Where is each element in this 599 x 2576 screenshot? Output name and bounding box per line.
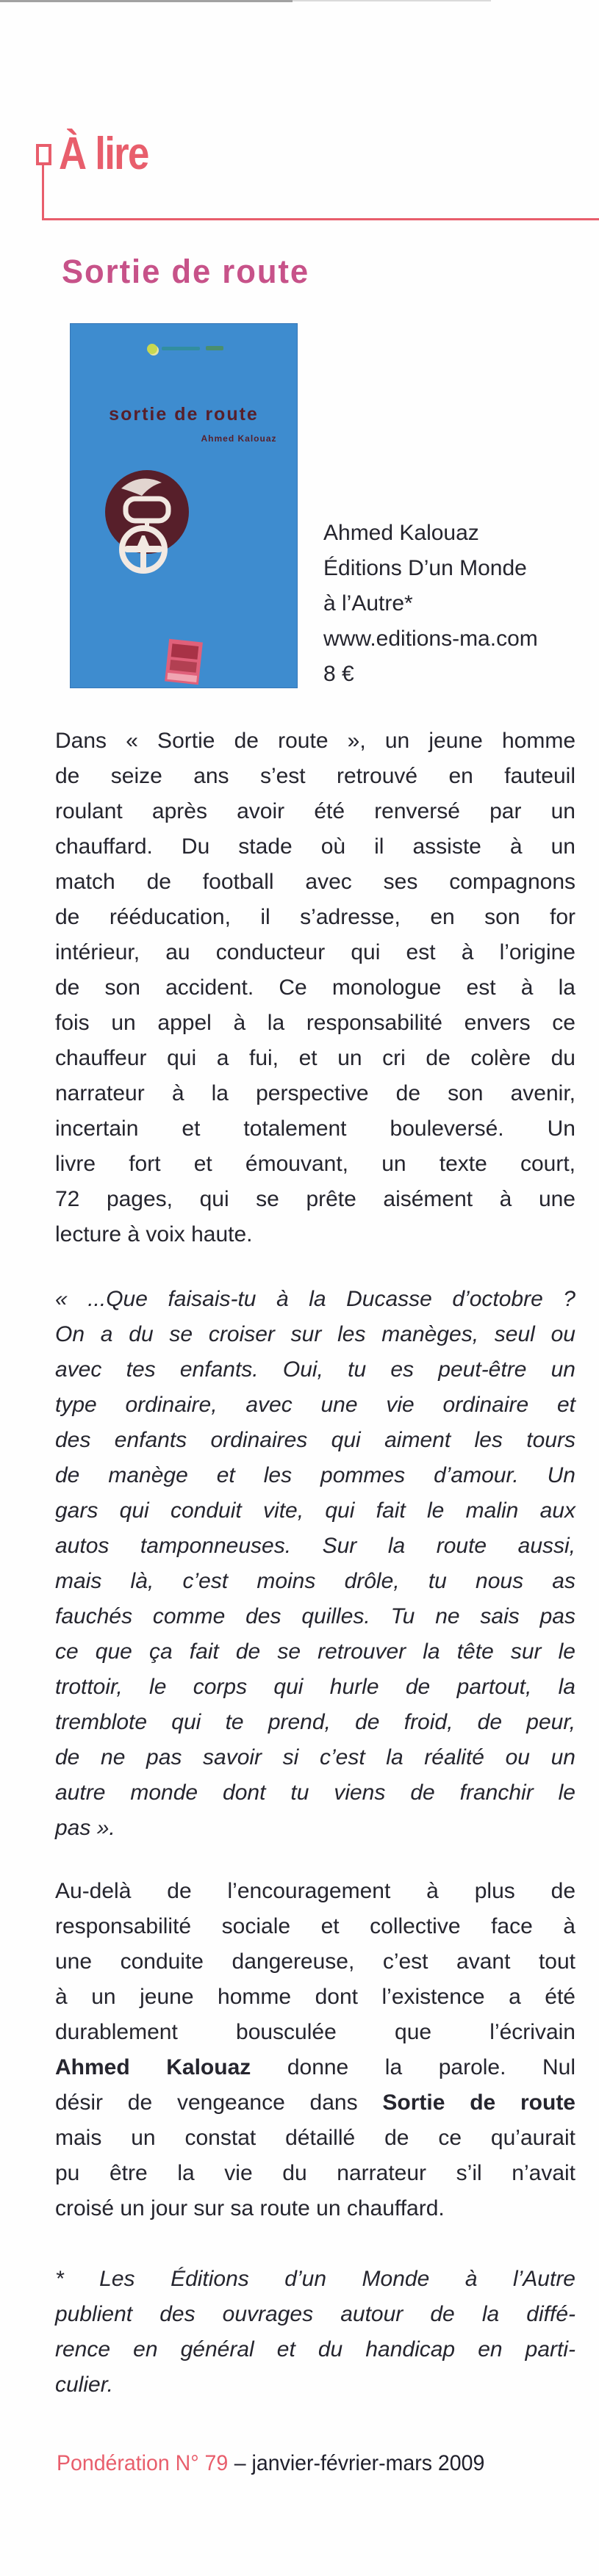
text-segment: mais là, c’est moins drôle, tu nous as <box>55 1569 575 1593</box>
text-segment: gars qui conduit vite, qui fait le malin aux <box>55 1498 575 1523</box>
text-segment: responsabilité sociale et collective face à <box>55 1914 575 1938</box>
text-line <box>55 1182 575 1217</box>
text-segment: « ...Que faisais-tu à la Ducasse d’octobre ? <box>55 1287 575 1311</box>
text-line <box>55 759 575 794</box>
book-price: 8 € <box>323 662 354 686</box>
paragraph-intro <box>55 724 575 1252</box>
text-line <box>55 2156 575 2191</box>
text-segment: publient des ouvrages autour de la diffé- <box>55 2302 575 2326</box>
section-header: À lire <box>59 129 148 179</box>
article-title: Sortie de route <box>62 253 310 290</box>
text-segment: donne la parole. Nul <box>251 2055 576 2079</box>
text-line <box>55 724 575 759</box>
cover-title: sortie de route <box>109 404 259 425</box>
paragraph-quote <box>55 1282 575 1846</box>
text-line <box>55 794 575 829</box>
text-segment: intérieur, au conducteur qui est à l’origine <box>55 940 575 964</box>
text-line <box>55 1909 575 1944</box>
text-line <box>55 1705 575 1740</box>
text-line <box>55 1317 575 1352</box>
text-line <box>55 1599 575 1634</box>
text-segment: 72 pages, qui se prête aisément à une <box>55 1187 575 1211</box>
scan-edge-artifact <box>293 0 491 1</box>
section-marker-square <box>36 144 51 165</box>
text-line <box>55 829 575 865</box>
text-segment: autre monde dont tu viens de franchir le <box>55 1781 575 1805</box>
text-line <box>55 1775 575 1811</box>
text-segment: narrateur à la perspective de son avenir, <box>55 1081 575 1105</box>
text-line <box>55 1388 575 1423</box>
publisher-logo <box>147 339 228 358</box>
text-segment: croisé un jour sur sa route un chauffard. <box>55 2196 445 2220</box>
section-marker-line <box>42 164 44 220</box>
page-footer <box>57 2451 484 2476</box>
text-line <box>55 1282 575 1317</box>
text-line <box>55 1076 575 1111</box>
text-segment: de seize ans s’est retrouvé en fauteuil <box>55 764 575 788</box>
text-line <box>55 900 575 935</box>
text-line <box>55 2121 575 2156</box>
book-author: Ahmed Kalouaz <box>323 521 479 545</box>
text-segment: type ordinaire, avec une vie ordinaire et <box>55 1393 575 1417</box>
scan-edge-artifact <box>0 0 293 2</box>
text-segment: Au-delà de l’encouragement à plus de <box>55 1879 575 1903</box>
text-segment: incertain et totalement bouleversé. Un <box>55 1116 575 1141</box>
text-line <box>55 935 575 970</box>
text-segment: à un jeune homme dont l’existence a été <box>55 1985 575 2009</box>
paragraph-analysis <box>55 1874 575 2226</box>
text-segment: de son accident. Ce monologue est à la <box>55 975 575 1000</box>
text-segment: chauffeur qui a fui, et un cri de colère du <box>55 1046 575 1070</box>
text-line <box>55 2085 575 2121</box>
text-segment: rence en général et du handicap en parti- <box>55 2337 575 2362</box>
text-segment: pas ». <box>55 1816 115 1840</box>
text-segment: match de football avec ses compagnons <box>55 870 575 894</box>
text-segment: Dans « Sortie de route », un jeune homme <box>55 729 575 753</box>
text-line <box>55 2262 575 2297</box>
text-line <box>55 970 575 1006</box>
text-line <box>55 1352 575 1388</box>
text-segment: On a du se croiser sur les manèges, seul ou <box>55 1322 575 1346</box>
wheel-stem <box>140 550 146 569</box>
text-line <box>55 2191 575 2226</box>
text-line <box>55 1980 575 2015</box>
cover-author: Ahmed Kalouaz <box>201 433 277 444</box>
text-segment: culier. <box>55 2373 113 2397</box>
text-segment: livre fort et émouvant, un texte court, <box>55 1152 575 1176</box>
text-segment: * Les Éditions d’un Monde à l’Autre <box>55 2267 575 2291</box>
footer-issue: Pondération N° 79 <box>57 2451 229 2475</box>
text-segment: de ne pas savoir si c’est la réalité ou un <box>55 1745 575 1769</box>
publisher-logo-mark <box>147 344 157 354</box>
text-line <box>55 1811 575 1846</box>
publisher-logo-text <box>162 347 200 350</box>
text-segment: désir de vengeance dans <box>55 2090 383 2115</box>
text-line <box>55 1740 575 1775</box>
text-line <box>55 1874 575 1909</box>
bold-text: Ahmed Kalouaz <box>55 2055 251 2079</box>
book-cover <box>70 323 298 688</box>
text-segment: de manège et les pommes d’amour. Un <box>55 1463 575 1487</box>
text-segment: trottoir, le corps qui hurle de partout, la <box>55 1675 575 1699</box>
text-line <box>55 1111 575 1147</box>
bold-text: Sortie de route <box>382 2090 575 2115</box>
text-segment: pu être la vie du narrateur s’il n’avait <box>55 2161 575 2185</box>
text-line <box>55 1147 575 1182</box>
text-segment: avec tes enfants. Oui, tu es peut-être un <box>55 1357 575 1382</box>
text-line <box>55 1529 575 1564</box>
stamp-pattern <box>167 673 197 682</box>
text-segment: fois un appel à la responsabilité envers ce <box>55 1011 575 1035</box>
text-line <box>55 1423 575 1458</box>
text-line <box>55 1634 575 1670</box>
text-line <box>55 1006 575 1041</box>
text-line <box>55 2050 575 2085</box>
paragraph-footnote <box>55 2262 575 2403</box>
publisher-logo-text <box>206 346 223 350</box>
text-line <box>55 2015 575 2050</box>
text-line <box>55 1564 575 1599</box>
text-segment: lecture à voix haute. <box>55 1222 253 1246</box>
text-segment: mais un constat détaillé de ce qu’aurait <box>55 2126 575 2150</box>
book-info <box>323 516 538 692</box>
text-segment: ce que ça fait de se retrouver la tête sur le <box>55 1639 575 1664</box>
section-rule <box>42 218 599 220</box>
text-line <box>55 1041 575 1076</box>
footer-date: – janvier-février-mars 2009 <box>234 2451 485 2475</box>
book-website: www.editions-ma.com <box>323 627 538 651</box>
text-line <box>55 2332 575 2367</box>
text-segment: des enfants ordinaires qui aiment les tours <box>55 1428 575 1452</box>
publisher-stamp <box>165 639 203 685</box>
book-publisher-line2: à l’Autre* <box>323 591 413 616</box>
text-line <box>55 865 575 900</box>
stamp-pattern <box>171 643 199 660</box>
text-segment: tremblote qui te prend, de froid, de peur, <box>55 1710 575 1734</box>
text-line <box>55 1217 575 1252</box>
text-line <box>55 1458 575 1493</box>
text-segment: roulant après avoir été renversé par un <box>55 799 575 823</box>
stamp-pattern <box>170 660 197 673</box>
text-segment: de rééducation, il s’adresse, en son for <box>55 905 575 929</box>
text-line <box>55 1944 575 1980</box>
text-segment: autos tamponneuses. Sur la route aussi, <box>55 1534 575 1558</box>
text-line <box>55 1670 575 1705</box>
text-segment: durablement bousculée que l’écrivain <box>55 2020 575 2044</box>
text-segment: chauffard. Du stade où il assiste à un <box>55 834 575 859</box>
text-line <box>55 2367 575 2403</box>
driver-face-illustration <box>99 466 195 613</box>
text-line <box>55 2297 575 2332</box>
text-segment: une conduite dangereuse, c’est avant tout <box>55 1949 575 1974</box>
text-segment: fauchés comme des quilles. Tu ne sais pas <box>55 1604 575 1628</box>
book-publisher-line1: Éditions D’un Monde <box>323 556 527 580</box>
text-line <box>55 1493 575 1529</box>
